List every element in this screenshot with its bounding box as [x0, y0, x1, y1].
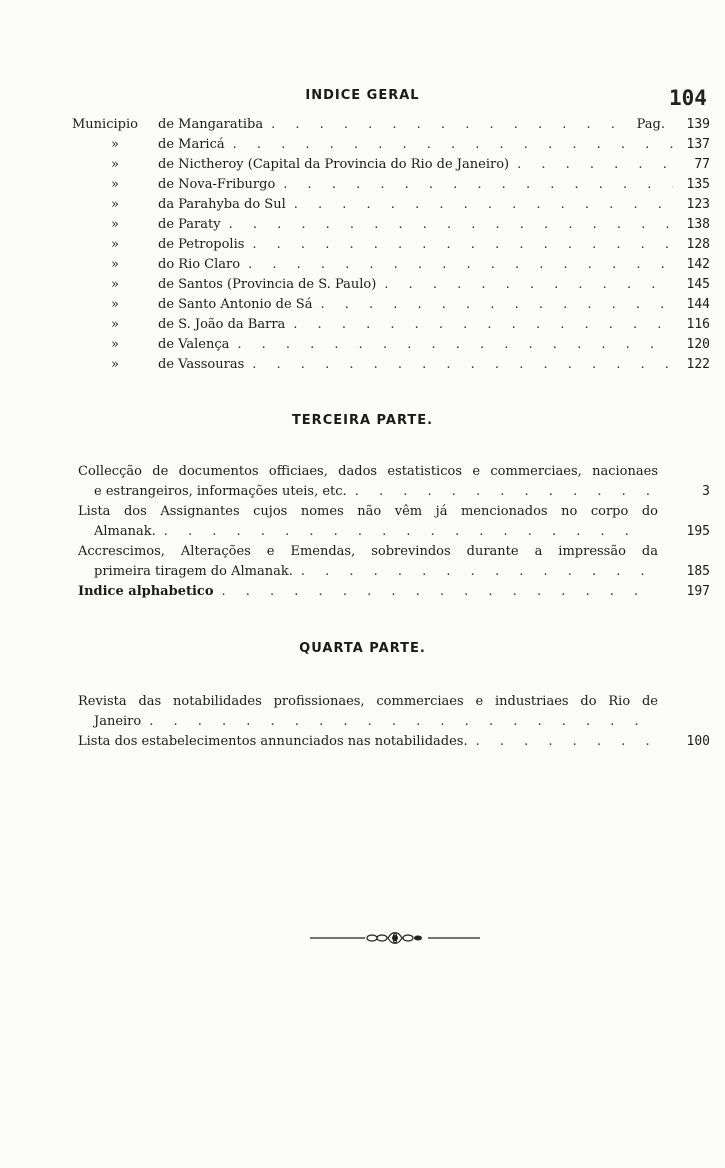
- indice-geral-heading: INDICE GERAL: [305, 88, 420, 103]
- municipio-row: [72, 135, 681, 155]
- entry-line1: Revista das notabilidades profissionaes, commerciaes e industriaes do Rio de: [78, 694, 658, 709]
- leader-dots: [222, 582, 651, 602]
- municipio-name: de Petropolis: [158, 237, 245, 252]
- municipio-name: de Nictheroy (Capital da Provincia do Rio de Janeiro): [158, 157, 510, 172]
- ornament-divider: [310, 928, 480, 948]
- ditto-mark: »: [111, 177, 119, 192]
- leader-dots: [252, 235, 673, 255]
- entry-page: 100: [686, 734, 710, 749]
- ditto-mark: »: [111, 237, 119, 252]
- municipio-name: de Mangaratiba: [158, 117, 264, 132]
- municipio-name: do Rio Claro: [158, 257, 241, 272]
- municipio-page: 116: [686, 317, 710, 332]
- entry-page: 185: [686, 564, 710, 579]
- index-entry: [78, 502, 658, 542]
- municipio-row: [72, 115, 681, 135]
- municipio-page: 120: [686, 337, 710, 352]
- municipio-row: [72, 355, 681, 375]
- municipio-name: de Santos (Provincia de S. Paulo): [158, 277, 377, 292]
- municipio-page: 128: [686, 237, 710, 252]
- ditto-mark: »: [111, 157, 119, 172]
- municipio-row: [72, 275, 681, 295]
- leader-dots: [271, 115, 629, 135]
- leader-dots: [149, 712, 650, 732]
- ditto-mark: »: [111, 257, 119, 272]
- municipio-page: 139: [686, 117, 710, 132]
- municipio-page: 142: [686, 257, 710, 272]
- ditto-mark: »: [111, 297, 119, 312]
- entry-page: 195: [686, 524, 710, 539]
- leader-dots: [252, 355, 673, 375]
- municipio-name: de Paraty: [158, 217, 221, 232]
- municipio-row: [72, 335, 681, 355]
- index-entry: [78, 732, 658, 752]
- municipio-name: de Vassouras: [158, 357, 245, 372]
- entry-line1: Collecção de documentos officiaes, dados estatisticos e commerciaes, nacionaes: [78, 464, 658, 479]
- municipio-name: de Santo Antonio de Sá: [158, 297, 313, 312]
- municipio-name: de Nova-Friburgo: [158, 177, 276, 192]
- municipio-page: 135: [686, 177, 710, 192]
- entry-line1: Lista dos estabelecimentos annunciados nas notabilidades.: [78, 734, 468, 749]
- ditto-mark: »: [111, 197, 119, 212]
- municipio-name: de Valença: [158, 337, 230, 352]
- ditto-mark: »: [111, 137, 119, 152]
- entry-page: 3: [702, 484, 710, 499]
- pag-label: Pag.: [636, 117, 665, 132]
- index-entry: [78, 582, 658, 602]
- municipio-name: de Maricá: [158, 137, 225, 152]
- leader-dots: [283, 175, 673, 195]
- leader-dots: [237, 335, 673, 355]
- terceira-parte-heading: TERCEIRA PARTE.: [291, 413, 434, 428]
- municipio-page: 145: [686, 277, 710, 292]
- municipio-row: [72, 315, 681, 335]
- ditto-mark: »: [111, 217, 119, 232]
- entry-line2: Almanak.: [94, 524, 156, 539]
- municipio-name: da Parahyba do Sul: [158, 197, 286, 212]
- leader-dots: [476, 732, 650, 752]
- municipio-page: 123: [686, 197, 710, 212]
- municipio-name: de S. João da Barra: [158, 317, 286, 332]
- municipio-page: 138: [686, 217, 710, 232]
- entry-line1: Lista dos Assignantes cujos nomes não vêm já mencionados no corpo do: [78, 504, 658, 519]
- leader-dots: [233, 135, 673, 155]
- leader-dots: [384, 275, 673, 295]
- index-entry: [78, 542, 658, 582]
- municipio-page: 77: [694, 157, 710, 172]
- municipio-row: [72, 215, 681, 235]
- municipio-page: 122: [686, 357, 710, 372]
- entry-page: 197: [686, 584, 710, 599]
- ditto-mark: »: [111, 317, 119, 332]
- entry-line1: Indice alphabetico: [78, 584, 214, 599]
- entry-line2: primeira tiragem do Almanak.: [94, 564, 293, 579]
- leader-dots: [293, 315, 673, 335]
- leader-dots: [301, 562, 650, 582]
- municipio-row: [72, 295, 681, 315]
- municipio-row: [72, 195, 681, 215]
- entry-line1: Accrescimos, Alterações e Emendas, sobrevindos durante a impressão da: [78, 544, 658, 559]
- municipio-page: 137: [686, 137, 710, 152]
- ditto-mark: »: [111, 337, 119, 352]
- municipio-page: 144: [686, 297, 710, 312]
- leader-dots: [164, 522, 650, 542]
- index-entry: [78, 692, 658, 732]
- entry-line2: Janeiro: [94, 714, 142, 729]
- leader-dots: [248, 255, 673, 275]
- municipio-row: [72, 235, 681, 255]
- ditto-mark: »: [111, 277, 119, 292]
- municipio-row: [72, 155, 681, 175]
- leader-dots: [294, 195, 673, 215]
- index-entry: [78, 462, 658, 502]
- quarta-parte-heading: QUARTA PARTE.: [299, 641, 426, 656]
- municipio-row: [72, 175, 681, 195]
- leader-dots: [229, 215, 673, 235]
- page-number: 104: [669, 86, 707, 110]
- ditto-mark: »: [111, 357, 119, 372]
- municipio-row: [72, 255, 681, 275]
- leader-dots: [320, 295, 673, 315]
- leader-dots: [355, 482, 650, 502]
- municipio-label: Municipio: [72, 117, 138, 132]
- entry-line2: e estrangeiros, informações uteis, etc.: [94, 484, 347, 499]
